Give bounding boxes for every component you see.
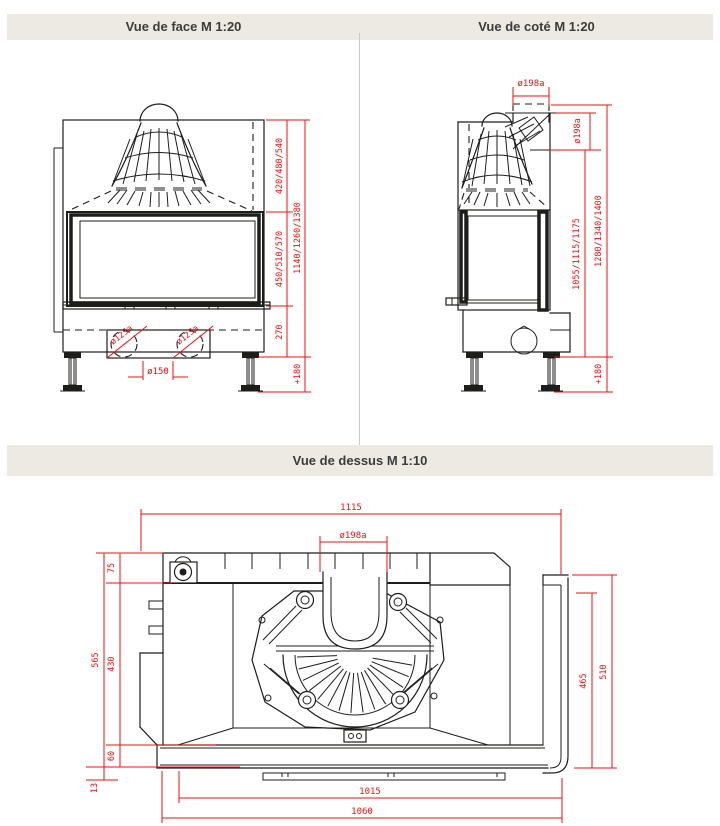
top-dimensions [86,503,617,823]
dim-side-total-height: 1280/1340/1400 [594,195,604,267]
dim-top-side-panel-depth: 510 [599,664,609,680]
top-view-drawing [86,503,617,823]
dim-top-front-depth: 60 [107,750,117,762]
dim-front-center-socket: ø150 [147,367,169,377]
top-handle-bar [263,773,505,780]
dim-top-back-offset: 75 [107,562,117,574]
side-lower-body [463,310,570,354]
dim-top-side-glass-depth: 465 [579,673,589,689]
dim-top-body-depth: 430 [107,656,117,672]
side-dimensions [513,79,613,392]
dim-front-leg-height: +180 [293,363,303,385]
dim-front-air-socket-left: ø123a [108,323,135,348]
dim-top-flue-diameter: ø198a [339,531,367,541]
dim-side-leg-height: +180 [594,363,604,385]
dim-front-upper-height: 420/480/540 [275,137,285,195]
side-dome-damper [459,113,548,209]
side-legs [461,352,563,391]
side-view-drawing [446,79,613,392]
dim-front-plinth-height: 270 [275,324,285,340]
side-view-title: Vue de coté M 1:20 [478,19,595,34]
dim-top-total-width: 1115 [340,503,362,513]
dim-top-base-width: 1060 [351,807,373,817]
front-firebox [63,212,270,309]
front-view-title: Vue de face M 1:20 [125,19,242,34]
dim-top-total-depth: 565 [91,652,101,668]
dim-front-firebox-height: 450/510/570 [275,230,285,288]
dim-side-flue-diameter: ø198a [517,79,545,89]
front-dimensions [107,120,311,392]
side-firebox [446,210,550,310]
dim-side-body-height: 1055/1115/1175 [572,218,582,290]
front-view-drawing [54,104,311,392]
dim-top-rail-offset: 13 [90,782,100,794]
top-vent-slots [225,553,417,569]
front-plinth [63,330,264,358]
top-view-title: Vue de dessus M 1:10 [7,445,713,476]
dim-top-front-width: 1015 [359,787,381,797]
top-knob [170,557,197,583]
top-flue-tube [323,572,387,649]
dim-front-total-height: 1140/1260/1380 [293,202,303,274]
dim-front-air-socket-right: ø123a [174,323,201,348]
top-fan-assembly [252,572,444,742]
dim-side-rear-flue-diameter: ø198a [573,118,583,144]
